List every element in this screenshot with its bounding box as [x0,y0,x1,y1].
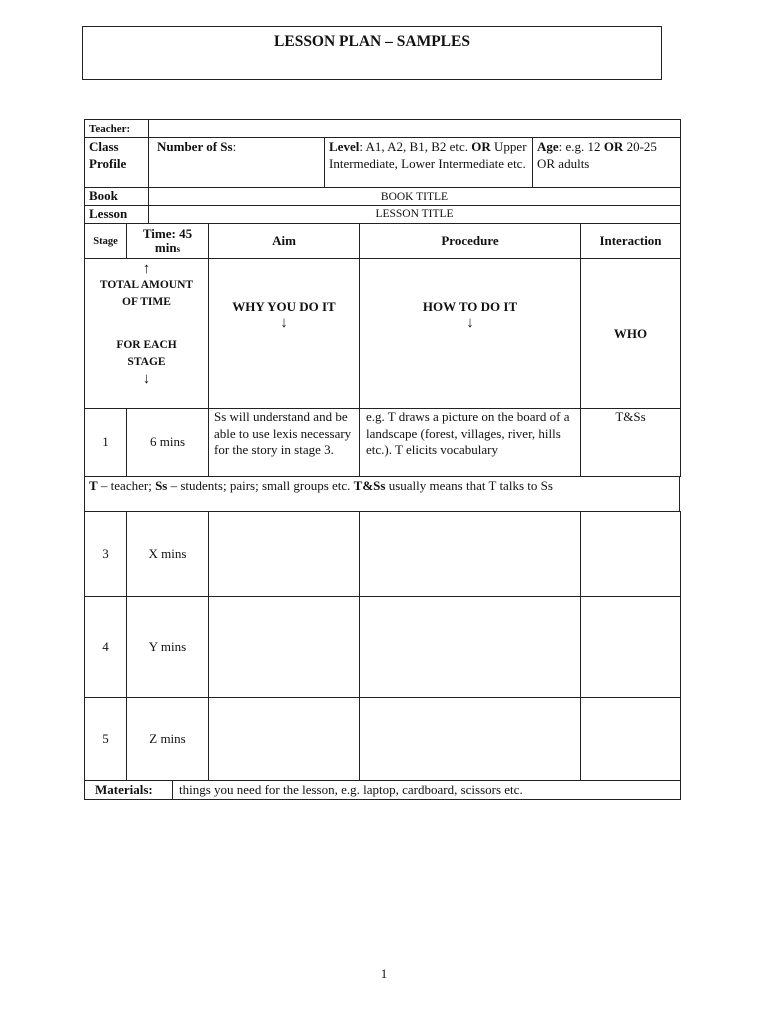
note-ss: Ss [155,478,168,493]
stage-1-procedure[interactable]: e.g. T draws a picture on the board of a landscape (forest, villages, river, hills etc.). T elicits vocabulary [360,409,581,477]
number-label: Number of Ss [157,139,233,154]
stage-5-aim[interactable] [209,698,360,781]
level-cell[interactable] [325,138,533,188]
document-title [82,26,662,80]
stage-5-row [85,698,681,781]
col-time [127,224,209,259]
note-cell [85,477,680,512]
how-arrow-icon: ↓ [466,315,474,331]
col-time-suffix: s [176,243,181,254]
stage-5-number: 5 [85,698,127,781]
title-text: LESSON PLAN – SAMPLES [274,33,470,50]
level-or: OR [471,139,491,154]
page-number: 1 [380,966,388,981]
stage-3-row [85,512,681,597]
down-arrow-icon: ↓ [142,371,151,387]
note-t-text: – teacher; [97,478,156,493]
stage-5-time[interactable]: Z mins [127,698,209,781]
up-arrow-icon: ↑ [142,261,151,277]
note-table [84,476,680,512]
stages-table [84,511,681,781]
note-tss-text: usually means that T talks to Ss [385,478,553,493]
stage-3-procedure[interactable] [360,512,581,597]
class-profile-row [85,138,681,188]
column-header-row [85,224,681,259]
col-interaction: Interaction [581,224,681,259]
lesson-row [85,206,681,224]
level-text-b: Upper Intermediate, Lower Intermediate etc. [329,139,527,171]
stage-5-procedure[interactable] [360,698,581,781]
materials-label: Materials: [85,781,173,800]
col-procedure: Procedure [360,224,581,259]
level-text-a: : A1, A2, B1, B2 etc. [359,139,472,154]
class-profile-label: Class Profile [85,138,149,188]
materials-row [85,781,681,800]
stage-5-interaction[interactable] [581,698,681,781]
col-stage: Stage [85,224,127,259]
age-cell[interactable] [533,138,681,188]
note-row [85,477,680,512]
stage-1-row [85,409,681,477]
stage-3-time[interactable]: X mins [127,512,209,597]
note-t: T [89,478,98,493]
procedure-guide-cell [360,259,581,409]
aim-guide-cell [209,259,360,409]
note-tss: T&Ss [353,478,386,493]
number-suffix: : [232,139,237,154]
age-text-b: 20-25 OR adults [537,139,657,171]
materials-table [84,780,681,800]
col-aim: Aim [209,224,360,259]
stage-3-aim[interactable] [209,512,360,597]
time-guide-cell [85,259,209,409]
who-text: WHO [581,259,681,409]
stage-1-interaction[interactable]: T&Ss [581,409,681,477]
why-text: WHY YOU DO IT [232,299,336,314]
for-each-stage-text: FOR EACH STAGE [116,339,177,368]
number-of-ss-cell[interactable] [149,138,325,188]
stage-4-row [85,597,681,698]
total-time-text: TOTAL AMOUNT OF TIME [99,279,194,308]
stage-4-number: 4 [85,597,127,698]
note-ss-text: – students; pairs; small groups etc. [167,478,354,493]
stage-3-interaction[interactable] [581,512,681,597]
book-label: Book [85,188,149,206]
stage-4-time[interactable]: Y mins [127,597,209,698]
teacher-row [85,120,681,138]
book-row [85,188,681,206]
book-value[interactable]: BOOK TITLE [149,188,681,206]
teacher-value[interactable] [149,120,681,138]
stage-table [84,223,681,477]
age-or: OR [603,139,624,154]
why-arrow-icon: ↓ [280,315,288,331]
stage-1-time[interactable]: 6 mins [127,409,209,477]
how-text: HOW TO DO IT [422,299,518,314]
lesson-value[interactable]: LESSON TITLE [149,206,681,224]
stage-3-number: 3 [85,512,127,597]
age-text-a: : e.g. 12 [558,139,604,154]
level-label: Level [329,139,360,154]
materials-value[interactable]: things you need for the lesson, e.g. laptop, cardboard, scissors etc. [173,781,681,800]
stage-4-aim[interactable] [209,597,360,698]
teacher-label: Teacher: [85,120,149,138]
stage-1-aim[interactable]: Ss will understand and be able to use lexis necessary for the story in stage 3. [209,409,360,477]
guide-row [85,259,681,409]
stage-1-number: 1 [85,409,127,477]
stage-4-interaction[interactable] [581,597,681,698]
header-table [84,119,681,224]
stage-4-procedure[interactable] [360,597,581,698]
lesson-label: Lesson [85,206,149,224]
col-time-text: Time: 45 min [142,225,193,255]
age-label: Age [537,139,559,154]
